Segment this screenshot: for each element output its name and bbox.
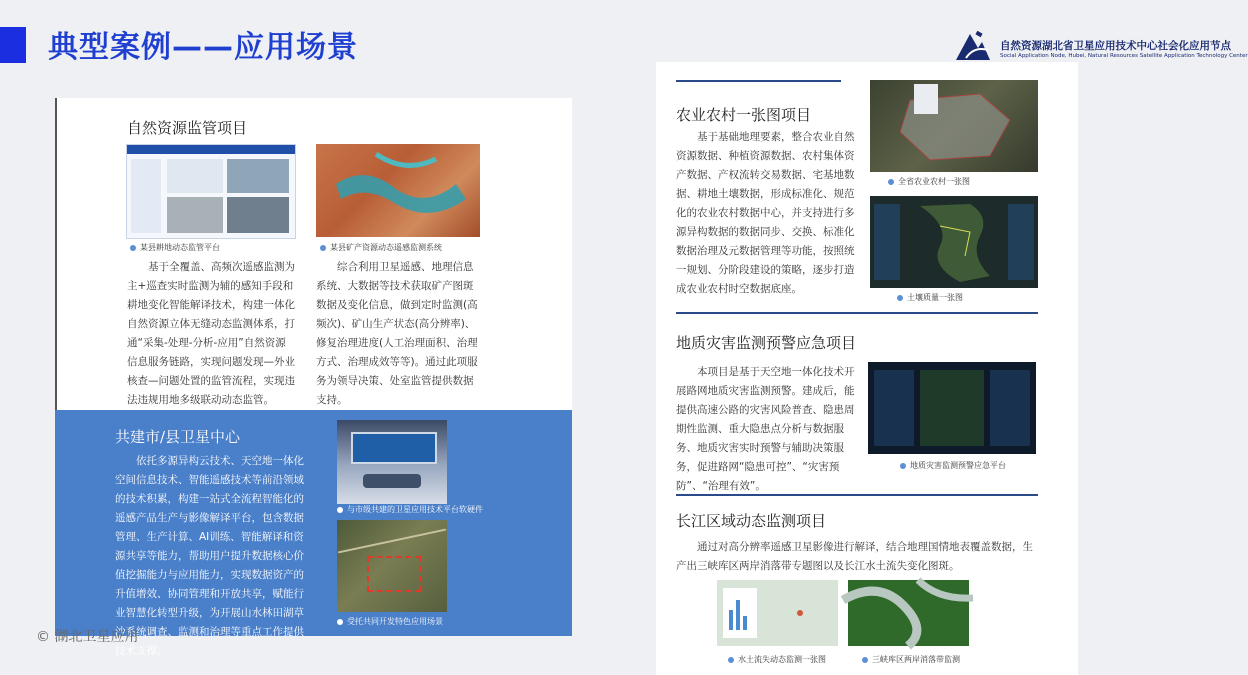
farmland-platform-screenshot bbox=[126, 144, 296, 239]
left-panel-edge bbox=[55, 98, 57, 416]
caption-text: 水土流失动态监测一张图 bbox=[738, 655, 826, 664]
page-title: 典型案例——应用场景 bbox=[48, 30, 358, 65]
project-heading-yangtze: 长江区域动态监测项目 bbox=[676, 512, 827, 530]
satellite-center-text: 依托多源异构云技术、天空地一体化空间信息技术、智能遥感技术等前沿领域的技术积累，构建一站式全流程智能化的遥感产品生产与影像解译平台，包含数据管理、生产计算、AI训练、智能解译和资源共享等能力，帮助用户提升数据核心价值挖掘能力与应用能力，实现数据资产的升值增效、协同管理和开放共享，赋能行业智慧化转型升级，为开展山水林田湖草沙系统调查、监测和治理等重点工作提供技术支撑。 bbox=[115, 455, 304, 657]
caption-reservoir-zone bbox=[862, 654, 960, 665]
caption-text: 与市级共建的卫星应用技术平台软硬件 bbox=[347, 505, 483, 514]
resource-text-a: 基于全覆盖、高频次遥感监测为主+巡查实时监测为辅的感知手段和耕地变化智能解译技术，构建一体化自然资源立体无缝动态监测体系，打通“采集-处理-分析-应用”自然资源信息服务链路，实现问题发现—外业核查—问题处置的监管流程，实现违法违规用地多级联动动态监管。 bbox=[127, 261, 295, 406]
satellite-logo-icon bbox=[952, 28, 992, 62]
caption-custom-scenes bbox=[337, 616, 443, 627]
application-scene-map bbox=[337, 520, 447, 612]
caption-text: 三峡库区两岸消落带监测 bbox=[872, 655, 960, 664]
watermark: © 湖北卫星应用 bbox=[36, 629, 139, 645]
bullet-icon bbox=[728, 657, 734, 663]
section-rule bbox=[676, 80, 841, 82]
bullet-icon bbox=[337, 619, 343, 625]
section-rule bbox=[676, 494, 1038, 496]
title-accent-bar bbox=[0, 27, 26, 63]
project-heading-agriculture: 农业农村一张图项目 bbox=[676, 106, 812, 124]
caption-agriculture-map bbox=[888, 176, 970, 187]
reservoir-zone-image bbox=[848, 580, 969, 646]
bullet-icon bbox=[337, 507, 343, 513]
caption-soil-map bbox=[897, 292, 963, 303]
caption-text: 全省农业农村一张图 bbox=[898, 177, 970, 186]
bullet-icon bbox=[897, 295, 903, 301]
caption-platform-hardware bbox=[337, 504, 483, 515]
project-heading-geohazard: 地质灾害监测预警应急项目 bbox=[676, 334, 857, 352]
org-name: 自然资源湖北省卫星应用技术中心社会化应用节点 bbox=[1000, 40, 1231, 52]
caption-geohazard-platform bbox=[900, 460, 1006, 471]
org-subtitle: Social Application Node, Hubei, Natural Resources Satellite Application Technology Center bbox=[1000, 53, 1248, 59]
agriculture-map-image bbox=[870, 80, 1038, 172]
caption-text: 地质灾害监测预警应急平台 bbox=[910, 461, 1006, 470]
caption-text: 受托共同开发特色应用场景 bbox=[347, 617, 443, 626]
caption-text: 某县耕地动态监管平台 bbox=[140, 243, 220, 252]
caption-mining-system bbox=[320, 242, 442, 253]
bullet-icon bbox=[888, 179, 894, 185]
caption-text: 土壤质量一张图 bbox=[907, 293, 963, 302]
caption-text: 某县矿产资源动态遥感监测系统 bbox=[330, 243, 442, 252]
soil-erosion-map-image bbox=[717, 580, 838, 646]
bullet-icon bbox=[320, 245, 326, 251]
geohazard-platform-image bbox=[868, 362, 1036, 454]
soil-quality-map-image bbox=[870, 196, 1038, 288]
bullet-icon bbox=[130, 245, 136, 251]
resource-text-b: 综合利用卫星遥感、地理信息系统、大数据等技术获取矿产图斑数据及变化信息，做到定时监测(高频次)、矿山生产状态(高分辨率)、修复治理进度(人工治理面积、治理方式、治理成效等等)。通过此项服务为领导决策、处室监管提供数据支持。 bbox=[316, 261, 478, 406]
project-heading-resource: 自然资源监管项目 bbox=[127, 119, 248, 137]
caption-farmland-platform bbox=[130, 242, 220, 253]
agriculture-text: 基于基础地理要素，整合农业自然资源数据、种植资源数据、农村集体资产数据、产权流转交易数据、宅基地数据、耕地土壤数据，形成标准化、规范化的农业农村数据中心，并支持进行多源异构数据的数据同步、交换、标准化数据治理及元数据管理等功能，按照统一规划、分阶段建设的策略，逐步打造成农业农村时空数据底座。 bbox=[676, 131, 855, 295]
geohazard-text: 本项目是基于天空地一体化技术开展路网地质灾害监测预警。建成后，能提供高速公路的灾害风险普查、隐患周期性监测、重大隐患点分析与数据服务、地质灾害实时预警与辅助决策服务，促进路网“隐患可控”、“灾害预防”、“治理有效”。 bbox=[676, 366, 855, 492]
section-rule bbox=[676, 312, 1038, 314]
mining-remote-sensing-image bbox=[316, 144, 480, 237]
caption-soil-erosion bbox=[728, 654, 826, 665]
control-room-photo bbox=[337, 420, 447, 504]
bullet-icon bbox=[862, 657, 868, 663]
yangtze-text: 通过对高分辨率遥感卫星影像进行解译，结合地理国情地表覆盖数据，生产出三峡库区两岸消落带专题图以及长江水土流失变化图斑。 bbox=[676, 541, 1033, 572]
bullet-icon bbox=[900, 463, 906, 469]
project-heading-satellite-center: 共建市/县卫星中心 bbox=[115, 428, 241, 446]
